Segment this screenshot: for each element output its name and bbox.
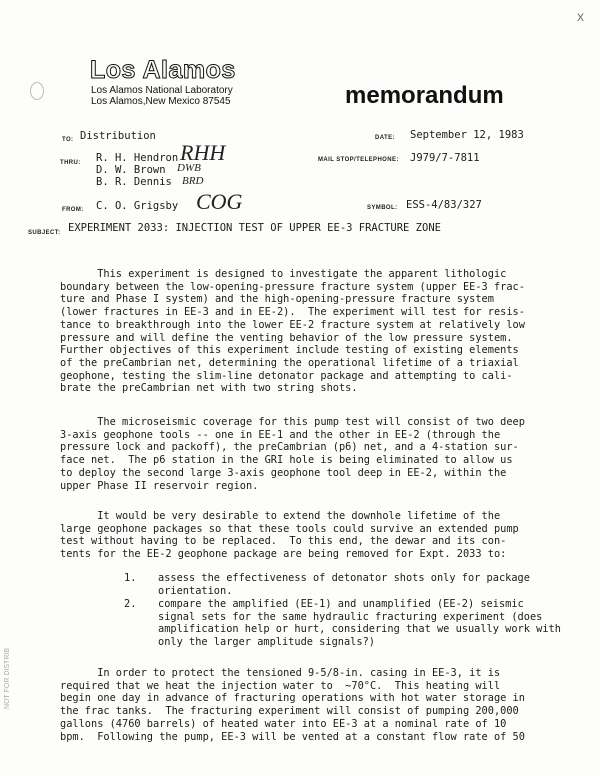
close-mark: x — [577, 8, 584, 24]
text-line: bpm. Following the pump, EE-3 will be vented at a constant flow rate of 50 — [60, 730, 525, 743]
from-value: C. O. Grigsby — [96, 200, 179, 212]
text-line: begin one day in advance of fracturing operations with hot water storage in — [60, 692, 525, 705]
los-alamos-logo: Los Alamos — [90, 56, 236, 84]
grigsby-signature: COG — [196, 189, 243, 214]
to-value: Distribution — [80, 130, 156, 142]
date-label: DATE: — [375, 135, 395, 141]
list-item-number: 2. — [124, 598, 137, 610]
text-line: pressure lock and packoff), the preCambrian (p6) net, and a 4-station sur- — [60, 441, 519, 454]
text-line: In order to protect the tensioned 9-5/8-in. casing in EE-3, it is — [60, 667, 501, 679]
lab-address: Los Alamos,New Mexico 87545 — [91, 96, 231, 107]
dennis-initials: BRD — [182, 175, 204, 187]
subject-label: SUBJECT: — [28, 230, 61, 236]
text-line: large geophone packages so that these tools could survive an extended pump — [60, 522, 519, 535]
text-line: only the larger amplitude signals?) — [158, 636, 375, 649]
symbol-label: SYMBOL: — [367, 205, 398, 211]
date-value: September 12, 1983 — [410, 129, 524, 141]
mail-stop-value: J979/7-7811 — [410, 152, 480, 164]
text-line: compare the amplified (EE-1) and unamplified (EE-2) seismic — [158, 598, 524, 610]
thru-name-3: B. R. Dennis — [96, 176, 172, 188]
thru-name-1: R. H. Hendron — [96, 152, 179, 164]
text-line: face net. The p6 station in the GRI hole is being eliminated to allow us — [60, 454, 513, 467]
mail-stop-label: MAIL STOP/TELEPHONE: — [318, 157, 399, 163]
hendron-signature: RHH — [180, 140, 226, 165]
text-line: Further objectives of this experiment include testing of existing elements — [60, 344, 519, 357]
to-label: TO: — [62, 137, 74, 143]
text-line: to deploy the second large 3-axis geophone tool deep in EE-2, within the — [60, 466, 507, 479]
paragraph-1 — [60, 268, 525, 395]
paragraph-3 — [60, 510, 519, 561]
text-line: of the preCambrian net, determining the operational lifetime of a triaxial — [60, 356, 519, 369]
list-item-number: 1. — [124, 572, 137, 584]
text-line: orientation. — [158, 584, 233, 597]
subject-value: EXPERIMENT 2033: INJECTION TEST OF UPPER EE-3 FRACTURE ZONE — [68, 222, 441, 234]
from-label: FROM: — [62, 207, 84, 213]
margin-stamp: NOT FOR DISTRIB — [4, 648, 11, 709]
lab-name: Los Alamos National Laboratory — [91, 85, 233, 96]
text-line: the frac tanks. The fracturing experiment will consist of pumping 200,000 — [60, 705, 519, 718]
memorandum-title: memorandum — [345, 82, 504, 109]
text-line: (lower fractures in EE-3 and in EE-2). The experiment will test for resis- — [60, 306, 525, 319]
punch-hole-mark — [30, 82, 44, 100]
text-line: tance to breakthrough into the lower EE-2 fracture system at relatively low — [60, 318, 525, 331]
thru-name-2: D. W. Brown — [96, 164, 166, 176]
list-item — [158, 598, 561, 649]
text-line: geophone, testing the slim-line detonator package and attempting to cali- — [60, 369, 513, 382]
text-line: gallons (4760 barrels) of heated water into EE-3 at a nominal rate of 10 — [60, 717, 507, 730]
memo-body — [60, 268, 561, 743]
text-line: signal sets for the same hydraulic fracturing experiment (does — [158, 610, 543, 623]
text-line: tents for the EE-2 geophone package are being removed for Expt. 2033 to: — [60, 548, 507, 561]
text-line: assess the effectiveness of detonator shots only for package — [158, 572, 530, 584]
text-line: upper Phase II reservoir region. — [60, 479, 259, 492]
list-item — [158, 572, 530, 597]
text-line: boundary between the low-opening-pressure fracture system (upper EE-3 frac- — [60, 280, 525, 293]
text-line: It would be very desirable to extend the downhole lifetime of the — [60, 510, 501, 522]
text-line: This experiment is designed to investigate the apparent lithologic — [60, 268, 507, 280]
text-line: test without having to be replaced. To this end, the dewar and its con- — [60, 535, 507, 548]
paragraph-2 — [60, 416, 525, 492]
text-line: ture and Phase I system) and the high-opening-pressure fracture system — [60, 293, 494, 306]
text-line: pressure and will define the venting behavior of the low pressure system. — [60, 331, 513, 344]
text-line: amplification help or hurt, considering that we usually work with — [158, 623, 561, 636]
text-line: required that we heat the injection water to ~70°C. This heating will — [60, 679, 501, 692]
text-line: 3-axis geophone tools -- one in EE-1 and the other in EE-2 (through the — [60, 428, 501, 441]
text-line: The microseismic coverage for this pump test will consist of two deep — [60, 416, 525, 428]
thru-label: THRU: — [60, 160, 81, 166]
symbol-value: ESS-4/83/327 — [406, 199, 482, 211]
text-line: brate the preCambrian net with two string shots. — [60, 382, 358, 395]
brown-initials: DWB — [177, 162, 201, 174]
paragraph-4 — [60, 667, 525, 743]
